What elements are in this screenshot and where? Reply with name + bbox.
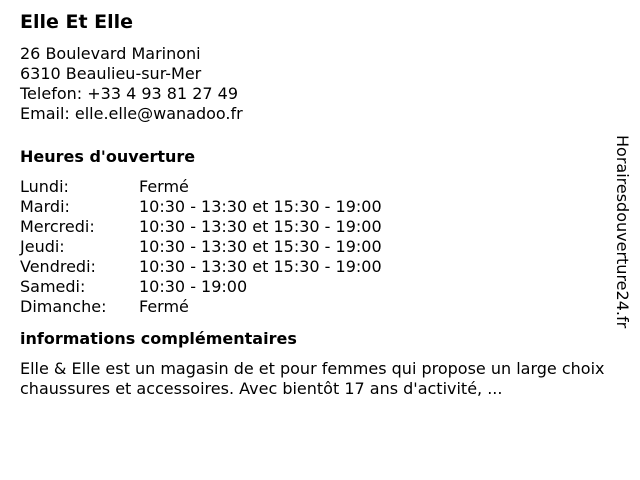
- brand-watermark: [612, 135, 632, 345]
- hours-heading: Heures d'ouverture: [20, 147, 196, 166]
- hours-time: 10:30 - 13:30 et 15:30 - 19:00: [139, 257, 382, 276]
- hours-time: 10:30 - 13:30 et 15:30 - 19:00: [139, 217, 382, 236]
- address-city: 6310 Beaulieu-sur-Mer: [20, 64, 202, 83]
- hours-time: Fermé: [139, 177, 189, 196]
- hours-day: Lundi:: [20, 177, 69, 196]
- hours-time: 10:30 - 13:30 et 15:30 - 19:00: [139, 197, 382, 216]
- hours-row-jeudi: [20, 237, 610, 257]
- business-name: Elle Et Elle: [20, 11, 134, 33]
- hours-day: Samedi:: [20, 277, 86, 296]
- hours-time: Fermé: [139, 297, 189, 316]
- hours-day: Mardi:: [20, 197, 70, 216]
- hours-row-lundi: [20, 177, 610, 197]
- hours-day: Jeudi:: [20, 237, 65, 256]
- hours-row-mercredi: [20, 217, 610, 237]
- business-card: [20, 10, 610, 399]
- brand-text: Horairesdouverture24.fr: [613, 135, 632, 329]
- hours-row-vendredi: [20, 257, 610, 277]
- hours-day: Vendredi:: [20, 257, 96, 276]
- business-description: Elle & Elle est un magasin de et pour femmes qui propose un large choix chaussures et accessoires. Avec bientôt 17 ans d'activité, ...: [20, 359, 605, 398]
- hours-time: 10:30 - 19:00: [139, 277, 248, 296]
- hours-table: [20, 177, 610, 317]
- hours-row-samedi: [20, 277, 610, 297]
- hours-row-dimanche: [20, 297, 610, 317]
- address-block: [20, 44, 610, 124]
- hours-day: Mercredi:: [20, 217, 95, 236]
- hours-day: Dimanche:: [20, 297, 107, 316]
- phone-number: Telefon: +33 4 93 81 27 49: [20, 84, 239, 103]
- address-street: 26 Boulevard Marinoni: [20, 44, 201, 63]
- info-heading: informations complémentaires: [20, 329, 297, 348]
- hours-row-mardi: [20, 197, 610, 217]
- hours-time: 10:30 - 13:30 et 15:30 - 19:00: [139, 237, 382, 256]
- email-address: Email: elle.elle@wanadoo.fr: [20, 104, 243, 123]
